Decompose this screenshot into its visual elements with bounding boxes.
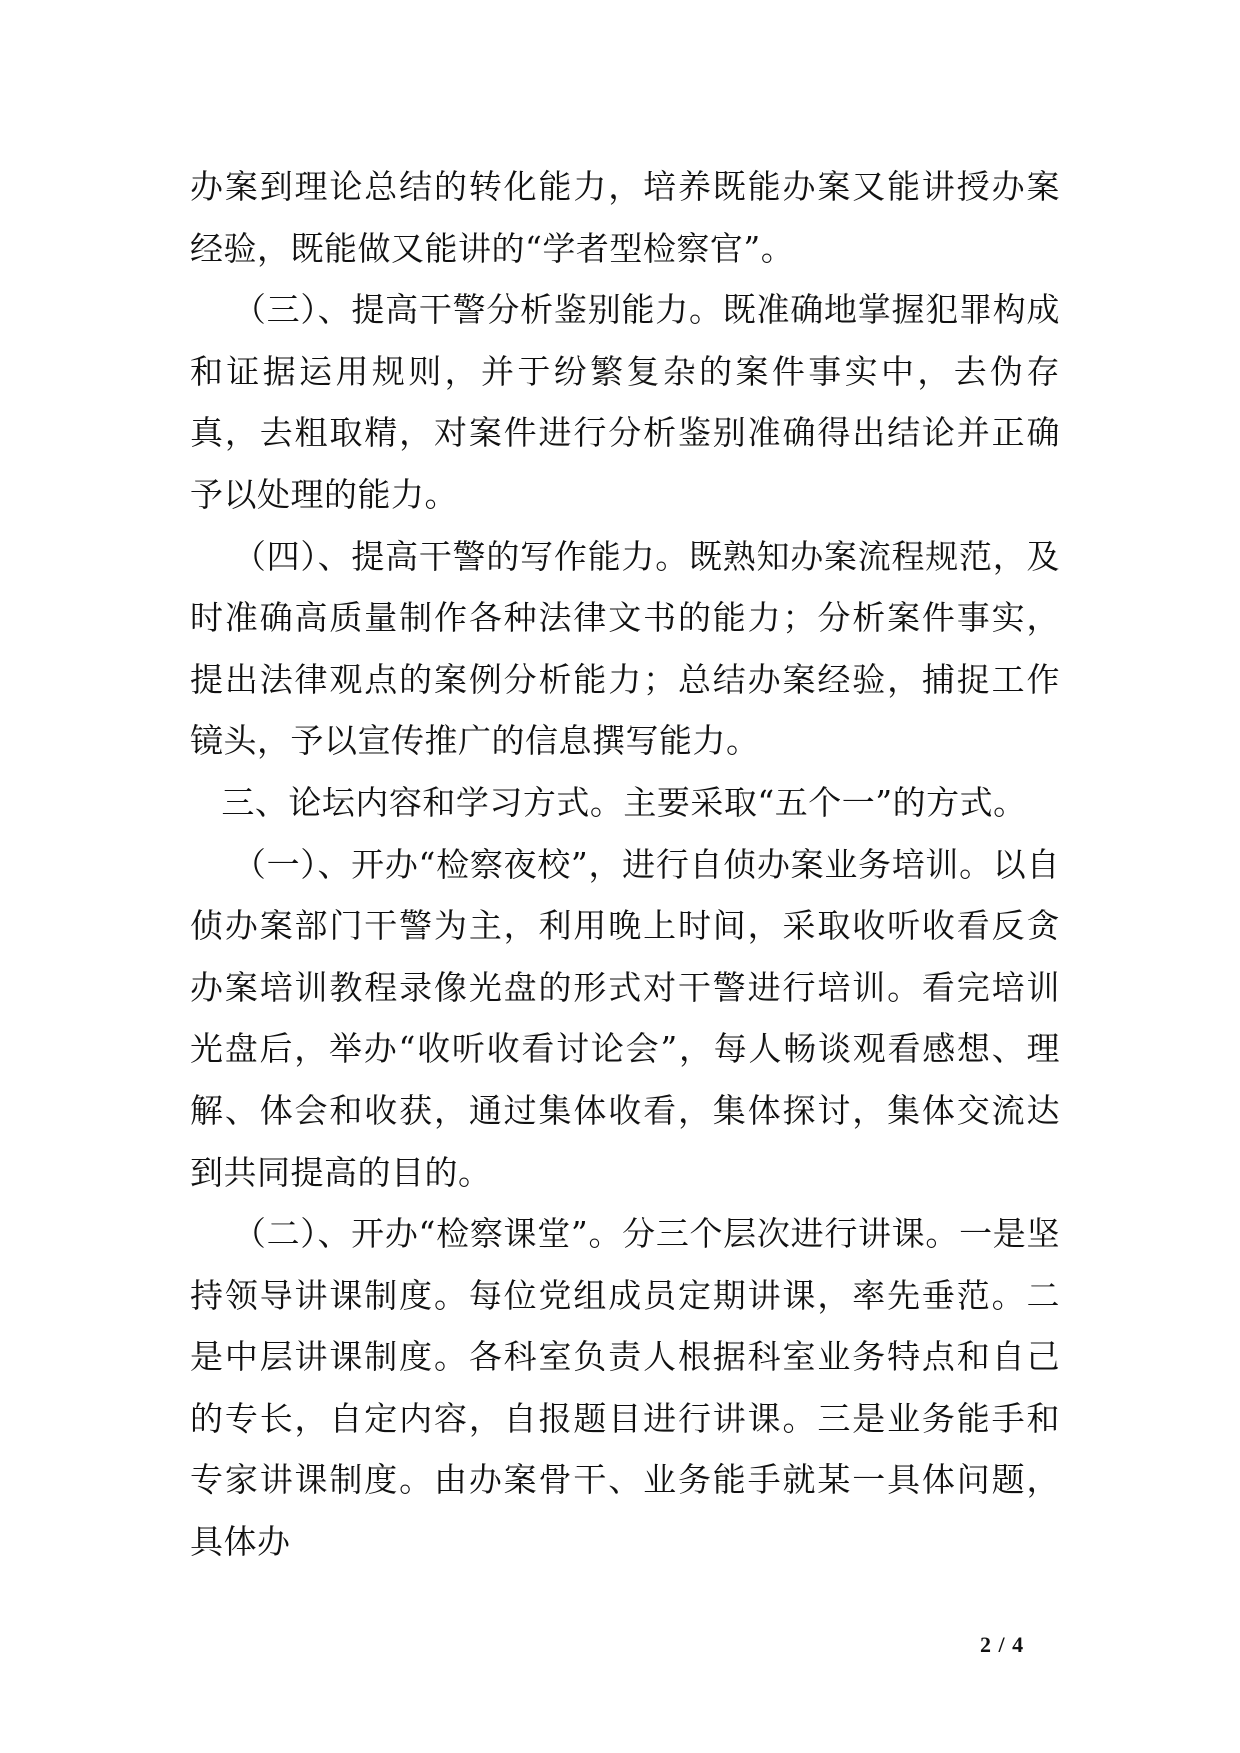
section-heading-forum-content: 三、论坛内容和学习方式。主要采取“五个一”的方式。 — [221, 782, 1027, 822]
paragraph-continuation: 办案到理论总结的转化能力，培养既能办案又能讲授办案经验，既能做又能讲的“学者型检察官”。 — [190, 167, 1060, 268]
paragraph-analysis-ability: （三）、提高干警分析鉴别能力。既准确地掌握犯罪构成和证据运用规则，并于纷繁复杂的案件事实中，去伪存真，去粗取精，对案件进行分析鉴别准确得出结论并正确予以处理的能力。 — [190, 290, 1060, 514]
paragraph-night-school: （一）、开办“检察夜校”，进行自侦办案业务培训。以自侦办案部门干警为主，利用晚上时间，采取收听收看反贪办案培训教程录像光盘的形式对干警进行培训。看完培训光盘后，举办“收听收看讨论会”，每人畅谈观看感想、理解、体会和收获，通过集体收看，集体探讨，集体交流达到共同提高的目的。 — [190, 844, 1060, 1192]
document-body — [190, 156, 1060, 1573]
paragraph-writing-ability: （四）、提高干警的写作能力。既熟知办案流程规范，及时准确高质量制作各种法律文书的能力；分析案件事实，提出法律观点的案例分析能力；总结办案经验，捕捉工作镜头，予以宣传推广的信息撰写能力。 — [190, 536, 1060, 761]
page-number: 2 / 4 — [980, 1632, 1025, 1657]
paragraph-classroom: （二）、开办“检察课堂”。分三个层次进行讲课。一是坚持领导讲课制度。每位党组成员定期讲课，率先垂范。二是中层讲课制度。各科室负责人根据科室业务特点和自己的专长，自定内容，自报题目进行讲课。三是业务能手和专家讲课制度。由办案骨干、业务能手就某一具体问题，具体办 — [190, 1214, 1060, 1562]
